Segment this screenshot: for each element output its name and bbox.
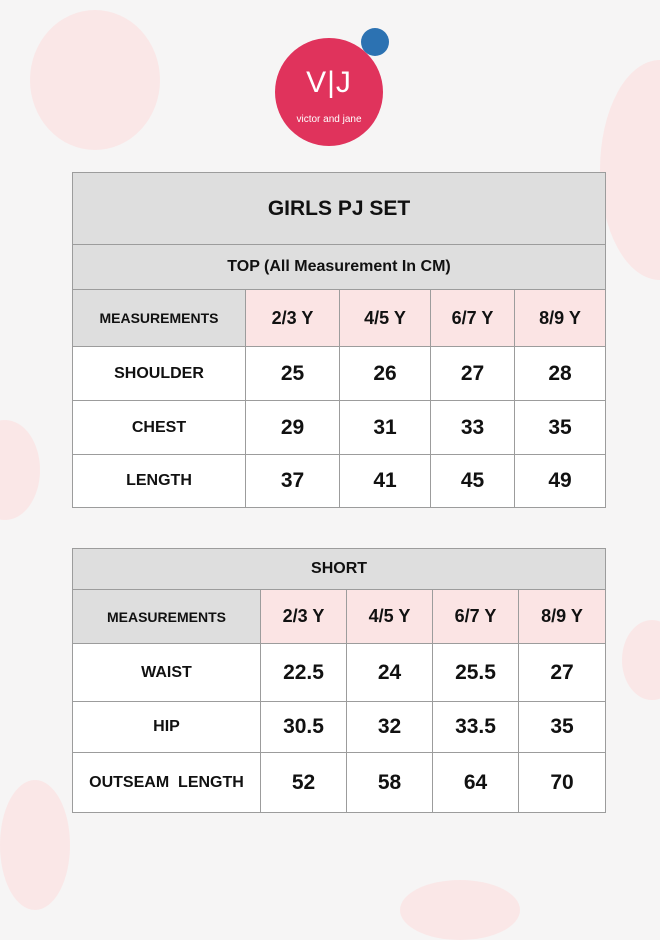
measurement-value: 52	[261, 753, 347, 813]
measurement-value: 35	[515, 401, 606, 455]
measurement-value: 70	[519, 753, 606, 813]
measurement-value: 27	[431, 347, 515, 401]
row-label: WAIST	[73, 644, 261, 702]
background-blob	[0, 780, 70, 910]
row-label: CHEST	[73, 401, 246, 455]
background-blob	[600, 60, 660, 280]
measurement-value: 37	[246, 455, 340, 508]
size-header: 6/7 Y	[431, 290, 515, 347]
logo-mark: V|J	[306, 66, 352, 99]
size-header: 8/9 Y	[519, 590, 606, 644]
background-blob	[30, 10, 160, 150]
size-header: 2/3 Y	[246, 290, 340, 347]
top-section-title: TOP (All Measurement In CM)	[73, 245, 606, 290]
measurement-value: 32	[347, 702, 433, 753]
table-row	[73, 455, 606, 508]
measurement-value: 22.5	[261, 644, 347, 702]
measurement-value: 28	[515, 347, 606, 401]
top-size-chart	[72, 172, 606, 508]
table-row	[73, 644, 606, 702]
measurement-value: 25.5	[433, 644, 519, 702]
table-row	[73, 753, 606, 813]
measurement-value: 24	[347, 644, 433, 702]
measurement-value: 29	[246, 401, 340, 455]
measurements-header: MEASUREMENTS	[73, 290, 246, 347]
background-blob	[400, 880, 520, 940]
background-blob	[622, 620, 660, 700]
logo-brand-name: victor and jane	[296, 114, 362, 125]
size-header: 4/5 Y	[340, 290, 431, 347]
measurement-value: 35	[519, 702, 606, 753]
measurement-value: 58	[347, 753, 433, 813]
measurement-value: 33	[431, 401, 515, 455]
measurement-value: 33.5	[433, 702, 519, 753]
measurement-value: 64	[433, 753, 519, 813]
chart-title: GIRLS PJ SET	[73, 173, 606, 245]
row-label: SHOULDER	[73, 347, 246, 401]
measurement-value: 49	[515, 455, 606, 508]
row-label: HIP	[73, 702, 261, 753]
size-header: 2/3 Y	[261, 590, 347, 644]
measurement-value: 31	[340, 401, 431, 455]
logo-circle	[275, 38, 383, 146]
table-row	[73, 347, 606, 401]
logo-dot	[361, 28, 389, 56]
measurement-value: 25	[246, 347, 340, 401]
row-label: OUTSEAM LENGTH	[73, 753, 261, 813]
size-header: 8/9 Y	[515, 290, 606, 347]
measurement-value: 45	[431, 455, 515, 508]
short-size-chart	[72, 548, 606, 813]
size-header: 6/7 Y	[433, 590, 519, 644]
background-blob	[0, 420, 40, 520]
table-row	[73, 702, 606, 753]
size-header: 4/5 Y	[347, 590, 433, 644]
measurement-value: 26	[340, 347, 431, 401]
row-label: LENGTH	[73, 455, 246, 508]
measurement-value: 30.5	[261, 702, 347, 753]
measurement-value: 41	[340, 455, 431, 508]
brand-logo	[275, 28, 390, 143]
measurement-value: 27	[519, 644, 606, 702]
short-section-title: SHORT	[73, 549, 606, 590]
measurements-header: MEASUREMENTS	[73, 590, 261, 644]
table-row	[73, 401, 606, 455]
